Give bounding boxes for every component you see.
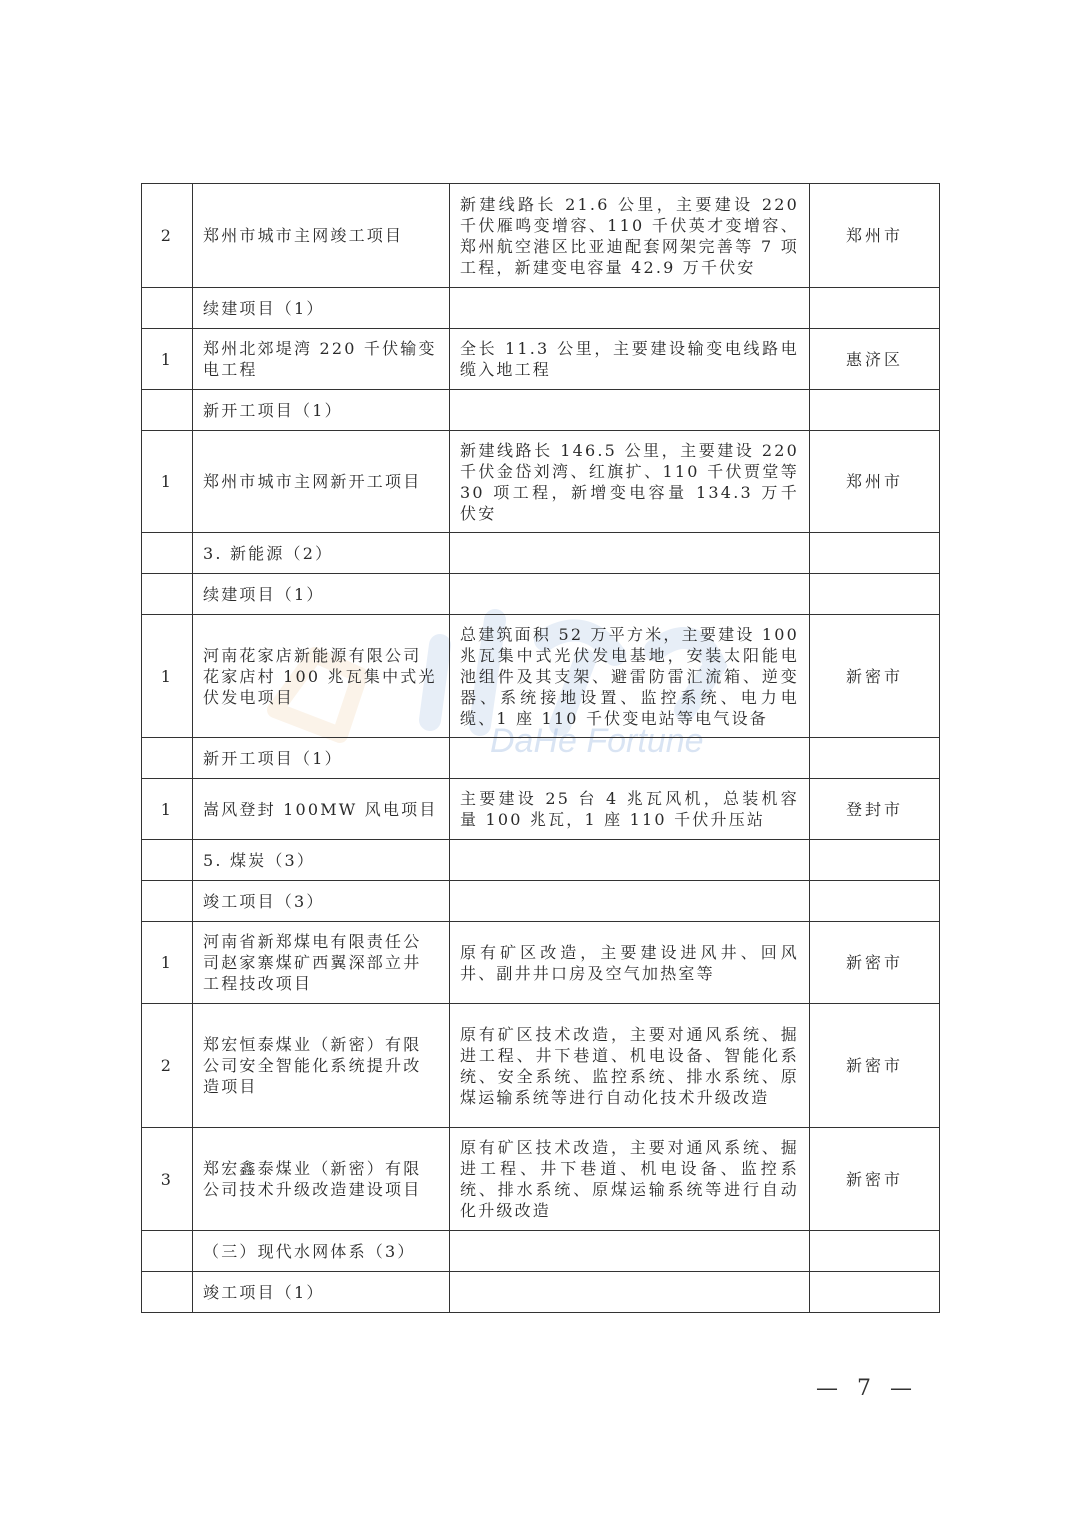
project-location xyxy=(810,840,940,881)
section-row xyxy=(142,390,940,431)
section-row xyxy=(142,881,940,922)
row-number: 2 xyxy=(142,184,193,288)
row-number xyxy=(142,533,193,574)
section-label: 新开工项目（1） xyxy=(193,738,450,779)
row-number xyxy=(142,574,193,615)
project-name: 郑州北郊堤湾 220 千伏输变电工程 xyxy=(193,329,450,390)
row-number xyxy=(142,881,193,922)
row-number xyxy=(142,1272,193,1313)
project-description: 新建线路长 21.6 公里，主要建设 220 千伏雁鸣变增容、110 千伏英才变增容、郑州航空港区比亚迪配套网架完善等 7 项工程，新建变电容量 42.9 万千伏安 xyxy=(450,184,810,288)
section-row xyxy=(142,533,940,574)
project-description: 原有矿区技术改造，主要对通风系统、掘进工程、井下巷道、机电设备、智能化系统、安全系统、监控系统、排水系统、原煤运输系统等进行自动化技术升级改造 xyxy=(450,1004,810,1128)
watermark-text: DaHe Fortune xyxy=(490,722,704,760)
project-name: 郑州市城市主网新开工项目 xyxy=(193,431,450,533)
project-location xyxy=(810,533,940,574)
table-row xyxy=(142,1004,940,1128)
row-number: 1 xyxy=(142,431,193,533)
project-description xyxy=(450,390,810,431)
row-number xyxy=(142,1231,193,1272)
project-description: 主要建设 25 台 4 兆瓦风机，总装机容量 100 兆瓦，1 座 110 千伏升压站 xyxy=(450,779,810,840)
project-location xyxy=(810,738,940,779)
project-description xyxy=(450,288,810,329)
section-row xyxy=(142,1272,940,1313)
project-description xyxy=(450,738,810,779)
project-description xyxy=(450,881,810,922)
project-table xyxy=(141,183,940,1313)
section-row xyxy=(142,574,940,615)
section-label: 竣工项目（3） xyxy=(193,881,450,922)
project-location: 新密市 xyxy=(810,922,940,1004)
row-number: 2 xyxy=(142,1004,193,1128)
project-location: 新密市 xyxy=(810,1128,940,1231)
project-name: 郑宏鑫泰煤业（新密）有限公司技术升级改造建设项目 xyxy=(193,1128,450,1231)
project-name: 河南省新郑煤电有限责任公司赵家寨煤矿西翼深部立井工程技改项目 xyxy=(193,922,450,1004)
project-name: 河南花家店新能源有限公司花家店村 100 兆瓦集中式光伏发电项目 xyxy=(193,615,450,738)
row-number: 1 xyxy=(142,329,193,390)
project-location xyxy=(810,1231,940,1272)
row-number xyxy=(142,288,193,329)
project-description: 全长 11.3 公里，主要建设输变电线路电缆入地工程 xyxy=(450,329,810,390)
table-row xyxy=(142,431,940,533)
table-row xyxy=(142,329,940,390)
table-row xyxy=(142,615,940,738)
table-row xyxy=(142,779,940,840)
row-number xyxy=(142,738,193,779)
section-label: 续建项目（1） xyxy=(193,288,450,329)
section-label: 新开工项目（1） xyxy=(193,390,450,431)
project-description: 新建线路长 146.5 公里，主要建设 220 千伏金岱刘湾、红旗扩、110 千伏贾堂等 30 项工程，新增变电容量 134.3 万千伏安 xyxy=(450,431,810,533)
project-location: 郑州市 xyxy=(810,184,940,288)
row-number xyxy=(142,840,193,881)
project-location xyxy=(810,574,940,615)
section-row xyxy=(142,288,940,329)
project-name: 郑州市城市主网竣工项目 xyxy=(193,184,450,288)
project-location xyxy=(810,288,940,329)
project-name: 郑宏恒泰煤业（新密）有限公司安全智能化系统提升改造项目 xyxy=(193,1004,450,1128)
project-name: 嵩风登封 100MW 风电项目 xyxy=(193,779,450,840)
project-location xyxy=(810,881,940,922)
section-label: 续建项目（1） xyxy=(193,574,450,615)
project-location xyxy=(810,390,940,431)
page-number: — 7 — xyxy=(816,1376,918,1401)
project-location: 惠济区 xyxy=(810,329,940,390)
section-label: （三）现代水网体系（3） xyxy=(193,1231,450,1272)
project-location xyxy=(810,1272,940,1313)
row-number: 1 xyxy=(142,922,193,1004)
table-row xyxy=(142,1128,940,1231)
project-location: 新密市 xyxy=(810,1004,940,1128)
project-description xyxy=(450,574,810,615)
project-description: 原有矿区改造，主要建设进风井、回风井、副井井口房及空气加热室等 xyxy=(450,922,810,1004)
section-row xyxy=(142,840,940,881)
project-description xyxy=(450,1272,810,1313)
row-number: 3 xyxy=(142,1128,193,1231)
row-number: 1 xyxy=(142,615,193,738)
project-description: 总建筑面积 52 万平方米，主要建设 100 兆瓦集中式光伏发电基地，安装太阳能电池组件及其支架、避雷防雷汇流箱、逆变器、系统接地设置、监控系统、电力电缆、1 座 110 千伏变电站等电气设备 xyxy=(450,615,810,738)
project-location: 新密市 xyxy=(810,615,940,738)
project-location: 郑州市 xyxy=(810,431,940,533)
project-description xyxy=(450,533,810,574)
project-description xyxy=(450,840,810,881)
row-number: 1 xyxy=(142,779,193,840)
section-label: 5. 煤炭（3） xyxy=(193,840,450,881)
project-location: 登封市 xyxy=(810,779,940,840)
project-description: 原有矿区技术改造，主要对通风系统、掘进工程、井下巷道、机电设备、监控系统、排水系统、原煤运输系统等进行自动化升级改造 xyxy=(450,1128,810,1231)
section-label: 3. 新能源（2） xyxy=(193,533,450,574)
section-row xyxy=(142,1231,940,1272)
table-row xyxy=(142,922,940,1004)
section-label: 竣工项目（1） xyxy=(193,1272,450,1313)
project-description xyxy=(450,1231,810,1272)
section-row xyxy=(142,738,940,779)
row-number xyxy=(142,390,193,431)
table-row xyxy=(142,184,940,288)
